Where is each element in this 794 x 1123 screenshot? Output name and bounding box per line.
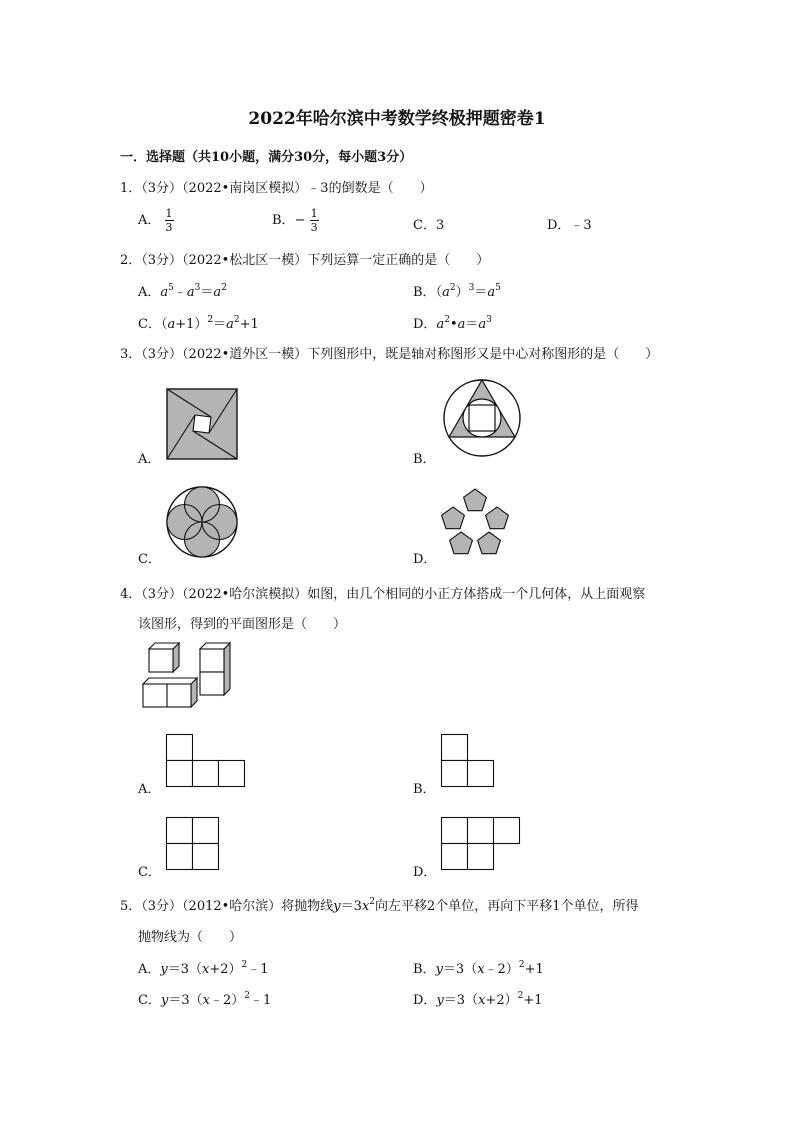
q1-option-c: C．3 xyxy=(413,218,445,233)
q3-option-a-label: A． xyxy=(138,452,161,467)
question-2-stem: 2．（3分）（2022•松北区一模）下列运算一定正确的是（ ） xyxy=(120,253,490,268)
q4-option-b-label: B． xyxy=(413,782,436,797)
q3-option-d-label: D． xyxy=(413,552,437,567)
q4-option-d-grid xyxy=(441,817,521,871)
q3-figure-a-pinwheel xyxy=(166,388,238,460)
q2-option-a: A．$a^5﹣a^3=a^2$ xyxy=(138,283,227,300)
q3-figure-c-four-petals xyxy=(166,486,238,558)
question-5-stem-line-1: 5．（3分）（2012•哈尔滨）将抛物线$y=3x^2$向左平移2个单位，再向下平移1个单位，所得 xyxy=(120,897,639,914)
q4-option-b-grid xyxy=(441,734,495,788)
q5-option-b: B．y＝3（x﹣2）$^2$+1 xyxy=(413,960,544,977)
question-4-stem-line-1: 4．（3分）（2022•哈尔滨模拟）如图，由几个相同的小正方体搭成一个几何体，从上面观察 xyxy=(120,587,646,602)
q1-option-b: B．− $\frac{1}{3}$ xyxy=(272,207,318,234)
section-heading: 一．选择题（共10小题，满分30分，每小题3分） xyxy=(120,150,413,165)
q3-option-c-label: C． xyxy=(138,552,161,567)
q1-option-d: D．﹣3 xyxy=(547,218,592,233)
q3-figure-b-circle-triangle xyxy=(442,378,522,458)
q3-option-b-label: B． xyxy=(413,452,436,467)
q2-option-d: D．$a^2•a=a^3$ xyxy=(413,315,492,332)
question-3-stem: 3．（3分）（2022•道外区一模）下列图形中，既是轴对称图形又是中心对称图形的是（ ） xyxy=(120,347,659,362)
q5-option-c: C．y＝3（x﹣2）$^2$﹣1 xyxy=(138,991,272,1008)
q2-option-c: C．$(a+1)^2=a^2+1$ xyxy=(138,315,259,332)
q4-option-c-grid xyxy=(166,817,220,871)
q2-option-b: B．$(a^2)^3=a^5$ xyxy=(413,283,501,300)
question-4-stem-line-2: 该图形，得到的平面图形是（ ） xyxy=(138,617,347,632)
q5-option-d: D．$y=3(x+2)^2+1$ xyxy=(413,991,543,1008)
q1-option-a: A． $\frac{1}{3}$ xyxy=(138,207,173,234)
q3-figure-d-pentagons xyxy=(437,488,513,560)
q4-cube-solid-figure xyxy=(140,644,236,714)
q5-option-a: A．$y=3(x+2)^2﹣1$ xyxy=(138,960,269,977)
q4-option-d-label: D． xyxy=(413,865,437,880)
page-title: 2022年哈尔滨中考数学终极押题密卷1 xyxy=(248,109,546,129)
q4-option-a-grid xyxy=(166,734,246,788)
q4-option-c-label: C． xyxy=(138,865,161,880)
question-1-stem: 1．（3分）（2022•南岗区模拟）﹣3的倒数是（ ） xyxy=(120,181,433,196)
question-5-stem-line-2: 抛物线为（ ） xyxy=(138,930,243,945)
q4-option-a-label: A． xyxy=(138,782,161,797)
